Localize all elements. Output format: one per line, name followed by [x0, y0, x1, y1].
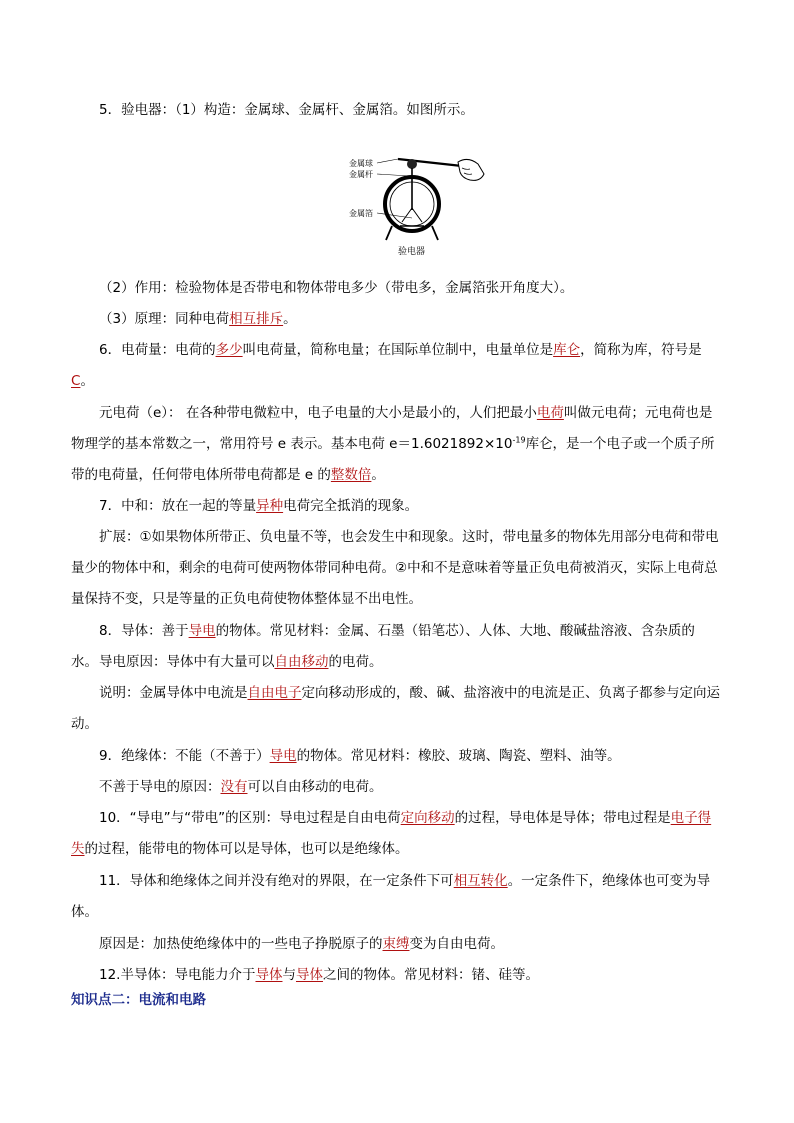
item11-reason: 原因是：加热使绝缘体中的一些电子挣脱原子的束缚变为自由电荷。 [99, 936, 504, 952]
label-metal-foil: 金属箔 [349, 209, 373, 218]
item8-note: 说明：金属导体中电流是自由电子定向移动形成的，酸、碱、盐溶液中的电流是正、负离子都参与定向运动。 [71, 685, 720, 732]
answer-blank: 整数倍 [330, 467, 372, 483]
label-metal-ball: 金属球 [349, 159, 373, 168]
answer-blank: 导体 [255, 967, 283, 983]
answer-blank: C [71, 373, 81, 389]
item5-structure: 5．验电器：（1）构造：金属球、金属杆、金属箔。如图所示。 [99, 102, 474, 118]
answer-blank: 多少 [215, 342, 243, 358]
item5-principle: （3）原理：同种电荷相互排斥。 [99, 311, 297, 327]
answer-blank: 电子得失 [71, 810, 712, 857]
item9-reason: 不善于导电的原因：没有可以自由移动的电荷。 [99, 779, 383, 795]
answer-blank: 相互排斥 [229, 311, 284, 327]
section-heading: 知识点二：电流和电路 [71, 992, 206, 1008]
answer-blank: 导电 [188, 623, 216, 639]
answer-blank: 异种 [256, 498, 284, 514]
label-metal-rod: 金属杆 [349, 170, 373, 179]
item8-conductor: 8．导体：善于导电的物体。常见材料：金属、石墨（铅笔芯）、人体、大地、酸碱盐溶液、含杂质的水。 [71, 623, 695, 670]
answer-blank: 导体 [295, 967, 323, 983]
answer-blank: 库仑 [553, 342, 581, 358]
answer-blank: 没有 [220, 779, 248, 795]
elementary-charge: 元电荷（e）： 在各种带电微粒中，电子电量的大小是最小的，人们把最小电荷叫做元电荷；元电荷也是物理学的基本常数之一，常用符号 e 表示。基本电荷 $e=1.6021892\times 10^{-19}$库仑，是一个电子或一个质子所带的电荷量，任何带电体所带电荷都是 e 的整数倍。 [71, 405, 715, 483]
item10-difference: 10．“导电”与“带电”的区别：导电过程是自由电荷定向移动的过程，导电体是导体；带电过程是电子得失的过程，能带电的物体可以是导体，也可以是绝缘体。 [71, 810, 712, 857]
item9-insulator: 9．绝缘体：不能（不善于）导电的物体。常见材料：橡胶、玻璃、陶瓷、塑料、油等。 [99, 748, 621, 764]
answer-blank: 定向移动 [400, 810, 455, 826]
answer-blank: 相互转化 [453, 873, 508, 889]
electroscope-figure [340, 146, 500, 262]
extension-note: 扩展：①如果物体所带正、负电量不等，也会发生中和现象。这时，带电量多的物体先用部分电荷和带电量少的物体中和，剩余的电荷可使两物体带同种电荷。②中和不是意味着等量正负电荷被消灭，实际上电荷总量保持不变，只是等量的正负电荷使物体整体显不出电性。 [71, 529, 719, 607]
item8-reason: 导电原因：导体中有大量可以自由移动的电荷。 [99, 654, 383, 670]
answer-blank: 自由移动 [274, 654, 329, 670]
item6-charge: 6．电荷量：电荷的多少叫电荷量，简称电量；在国际单位制中，电量单位是库仑，简称为库，符号是C。 [71, 342, 702, 389]
answer-blank: 导电 [269, 748, 297, 764]
answer-blank: 自由电子 [247, 685, 302, 701]
item7-neutralization: 7．中和：放在一起的等量异种电荷完全抵消的现象。 [99, 498, 419, 514]
answer-blank: 束缚 [382, 936, 410, 952]
answer-blank: 电荷 [536, 405, 564, 421]
item5-function: （2）作用：检验物体是否带电和物体带电多少（带电多，金属箔张开角度大）。 [99, 280, 574, 296]
item12-semiconductor: 12.半导体：导电能力介于导体与导体之间的物体。常见材料：锗、硅等。 [99, 967, 539, 983]
item11-boundary: 11．导体和绝缘体之间并没有绝对的界限，在一定条件下可相互转化。一定条件下，绝缘体也可变为导体。 [71, 873, 711, 920]
figure-caption: 验电器 [398, 247, 426, 257]
